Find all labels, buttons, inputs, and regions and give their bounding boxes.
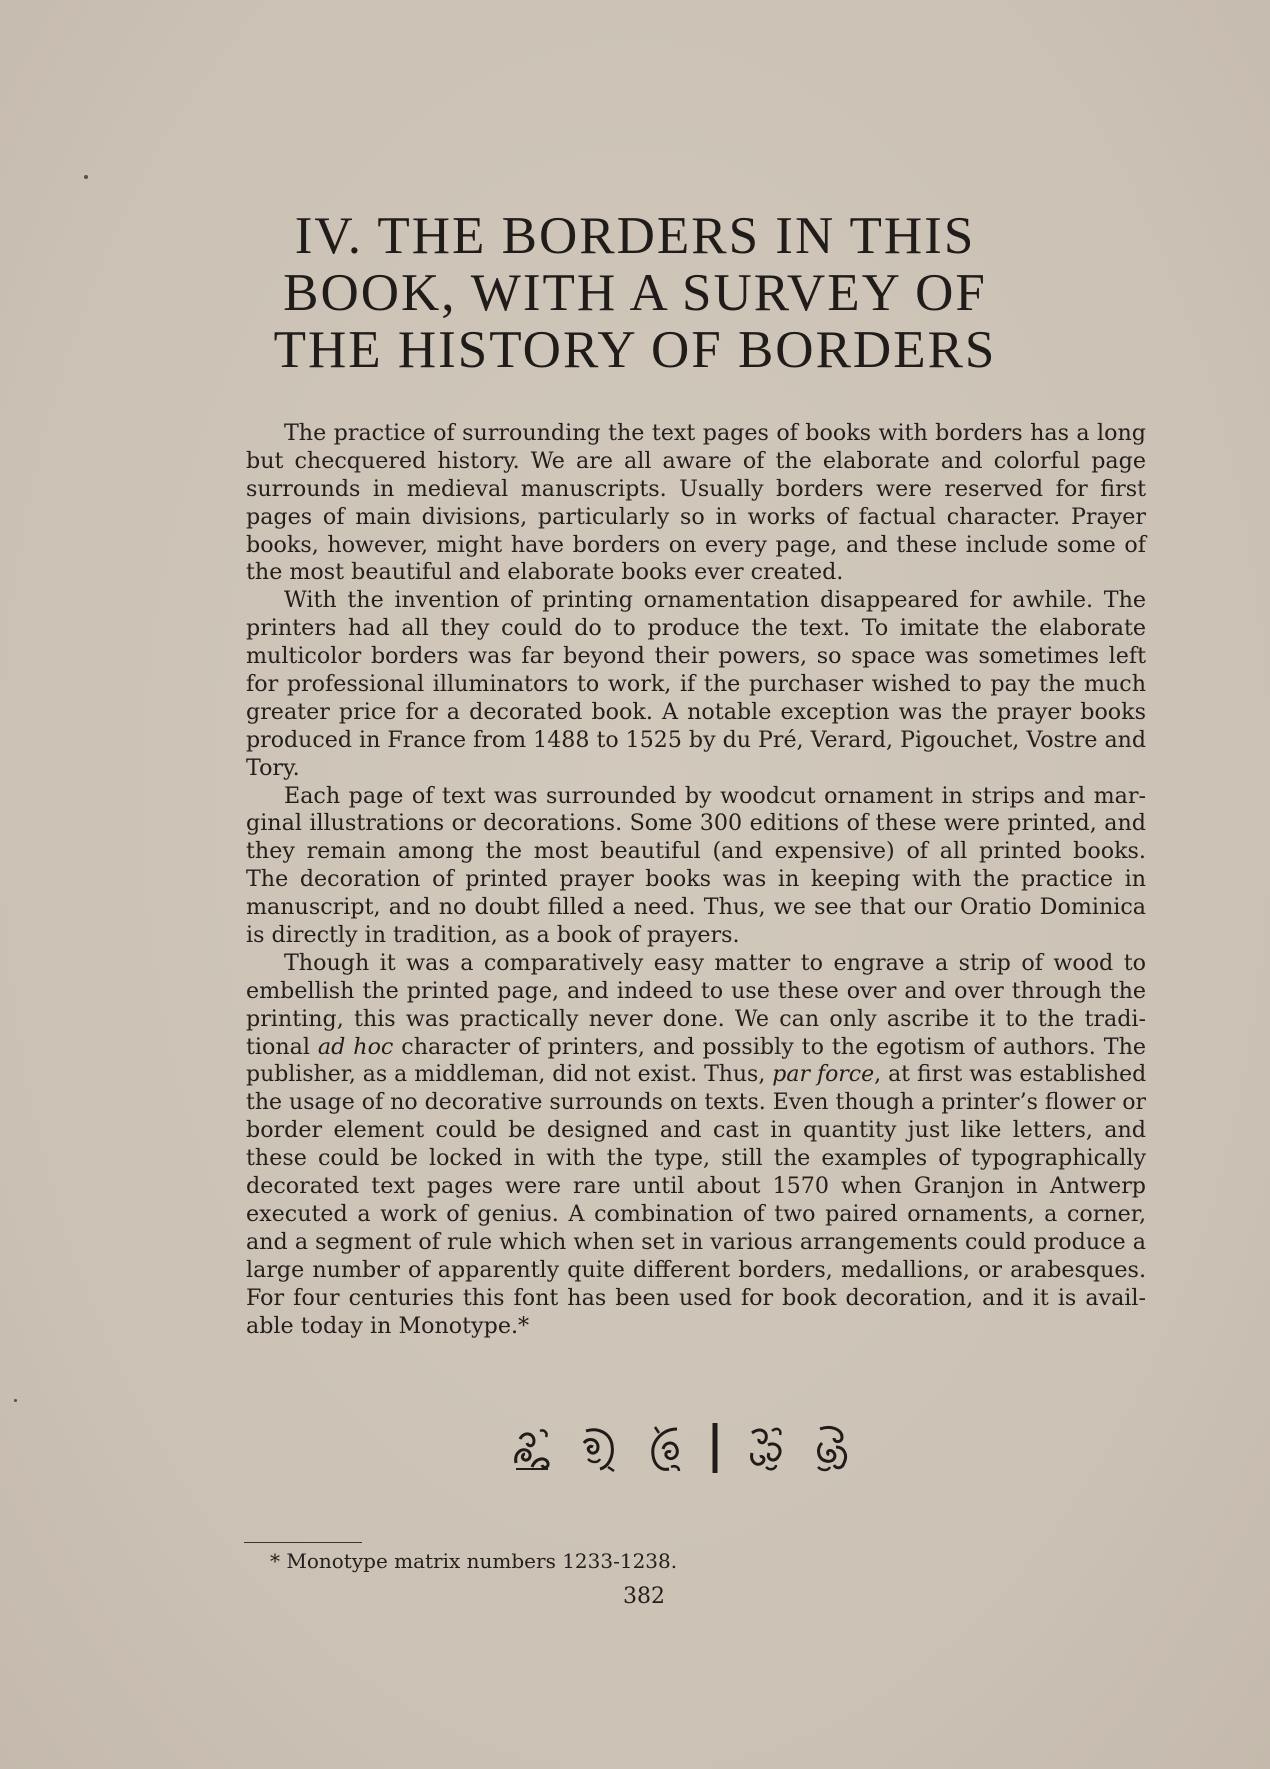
title-line: THE HISTORY OF BORDERS <box>273 321 997 379</box>
body-line: publisher, as a middleman, did not exist. Thus, par force, at first was established <box>246 1062 1147 1088</box>
body-line: but checquered history. We are all aware of the elaborate and colorful page <box>246 447 1146 474</box>
footnote-rule <box>244 1542 362 1543</box>
body-line: the most beautiful and elaborate books ever created. <box>246 559 844 586</box>
body-line: manuscript, and no doubt filled a need. Thus, we see that our Oratio Dominica <box>246 894 1146 921</box>
body-line: For four centuries this font has been used for book decoration, and it is avail- <box>246 1284 1146 1311</box>
page-number: 382 <box>623 1584 665 1609</box>
body-line: they remain among the most beautiful (and expensive) of all printed books. <box>246 838 1146 865</box>
body-line: surrounds in medieval manuscripts. Usually borders were reserved for first <box>246 475 1146 502</box>
title-line: IV. THE BORDERS IN THIS <box>294 207 976 265</box>
body-line: ginal illustrations or decorations. Some 300 editions of these were printed, and <box>246 810 1146 837</box>
body-line: The practice of surrounding the text pages of books with borders has a long <box>284 420 1146 446</box>
ornament-3-icon <box>645 1423 685 1473</box>
body-line: is directly in tradition, as a book of prayers. <box>246 922 740 949</box>
body-line: printers had all they could do to produce the text. To imitate the elaborate <box>246 615 1146 642</box>
granjon-ornaments <box>512 1418 852 1478</box>
body-line: pages of main divisions, particularly so in works of factual character. Prayer <box>246 503 1146 530</box>
paper-speck <box>14 1399 17 1402</box>
body-line: embellish the printed page, and indeed to use these over and over through the <box>246 977 1146 1004</box>
body-line: The decoration of printed prayer books was in keeping with the practice in <box>246 866 1146 893</box>
body-line: able today in Monotype.* <box>246 1312 530 1339</box>
ornament-4-icon <box>746 1423 786 1473</box>
footnote: * Monotype matrix numbers 1233-1238. <box>270 1549 678 1573</box>
body-line: tional ad hoc character of printers, and possibly to the egotism of authors. The <box>246 1033 1147 1060</box>
body-line: multicolor borders was far beyond their powers, so space was sometimes left <box>246 643 1146 670</box>
body-line: greater price for a decorated book. A notable exception was the prayer books <box>246 698 1146 725</box>
chapter-title <box>200 208 1070 379</box>
ornament-5-icon <box>812 1423 852 1473</box>
body-line: Though it was a comparatively easy matter to engrave a strip of wood to <box>284 949 1146 976</box>
ornament-1-icon <box>512 1423 552 1473</box>
body-line: With the invention of printing ornamentation disappeared for awhile. The <box>284 587 1146 614</box>
body-line: border element could be designed and cast in quantity just like letters, and <box>246 1117 1146 1144</box>
body-line: books, however, might have borders on every page, and these include some of <box>246 531 1146 558</box>
body-line: Tory. <box>246 754 300 781</box>
body-text <box>246 420 1146 1340</box>
body-line: the usage of no decorative surrounds on texts. Even though a printer’s flower or <box>246 1090 1146 1116</box>
body-line: executed a work of genius. A combination of two paired ornaments, a corner, <box>246 1200 1146 1227</box>
body-line: for professional illuminators to work, if the purchaser wished to pay the much <box>246 671 1146 698</box>
paper-speck <box>84 175 88 179</box>
body-line: large number of apparently quite different borders, medallions, or arabesques. <box>246 1256 1146 1283</box>
body-line: printing, this was practically never done. We can only ascribe it to the tradi- <box>246 1005 1146 1032</box>
title-line: BOOK, WITH A SURVEY OF <box>283 264 987 322</box>
rule-segment-icon <box>711 1421 719 1475</box>
body-line: produced in France from 1488 to 1525 by du Pré, Verard, Pigouchet, Vostre and <box>246 726 1146 753</box>
body-line: and a segment of rule which when set in various arrangements could produce a <box>246 1228 1146 1255</box>
body-line: Each page of text was surrounded by woodcut ornament in strips and mar- <box>284 782 1146 809</box>
ornament-2-icon <box>578 1423 618 1473</box>
body-line: decorated text pages were rare until about 1570 when Granjon in Antwerp <box>246 1173 1146 1200</box>
body-line: these could be locked in with the type, still the examples of typographically <box>246 1145 1146 1172</box>
